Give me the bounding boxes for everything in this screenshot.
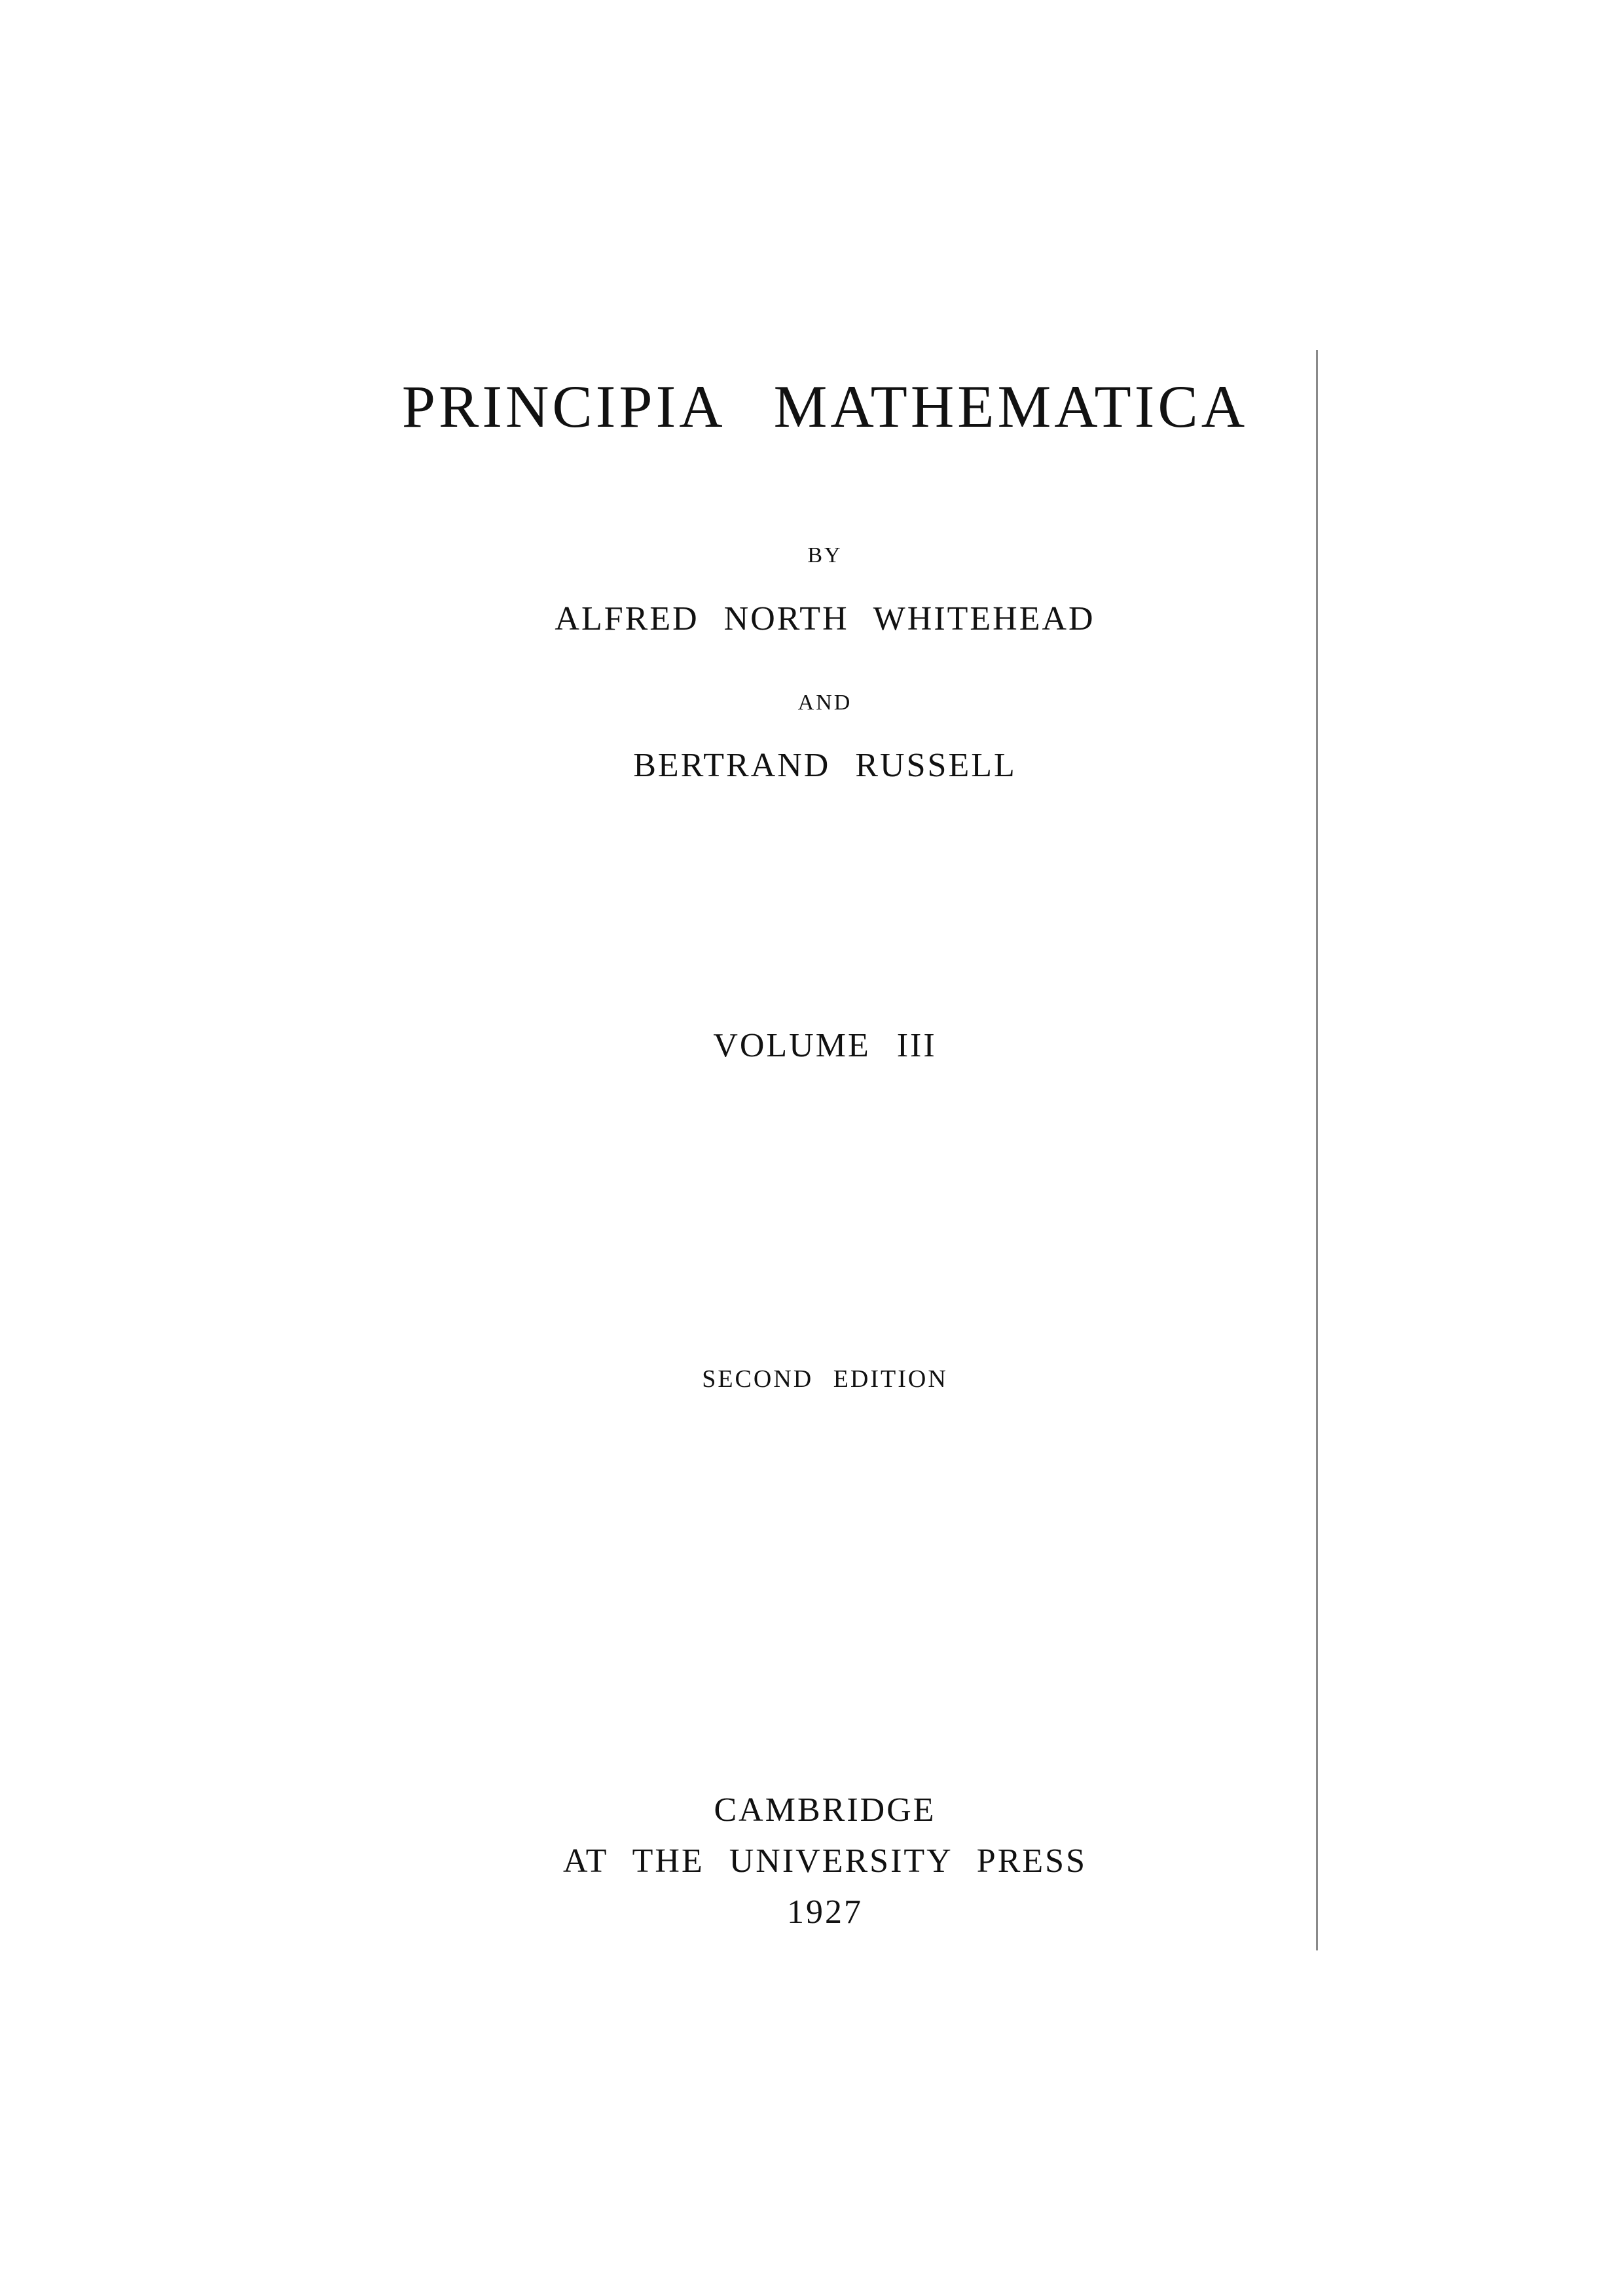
publication-place: CAMBRIDGE	[714, 1791, 936, 1829]
book-title: PRINCIPIA MATHEMATICA	[401, 373, 1249, 440]
publisher-name: AT THE UNIVERSITY PRESS	[562, 1842, 1087, 1880]
by-label: BY	[807, 543, 843, 567]
right-margin-rule	[1316, 350, 1318, 1950]
publication-year: 1927	[787, 1893, 863, 1931]
edition-label: SECOND EDITION	[702, 1365, 948, 1393]
volume-number: VOLUME III	[713, 1027, 937, 1064]
and-label: AND	[797, 691, 852, 715]
author-whitehead: ALFRED NORTH WHITEHEAD	[555, 600, 1095, 637]
author-russell: BERTRAND RUSSELL	[633, 747, 1017, 784]
